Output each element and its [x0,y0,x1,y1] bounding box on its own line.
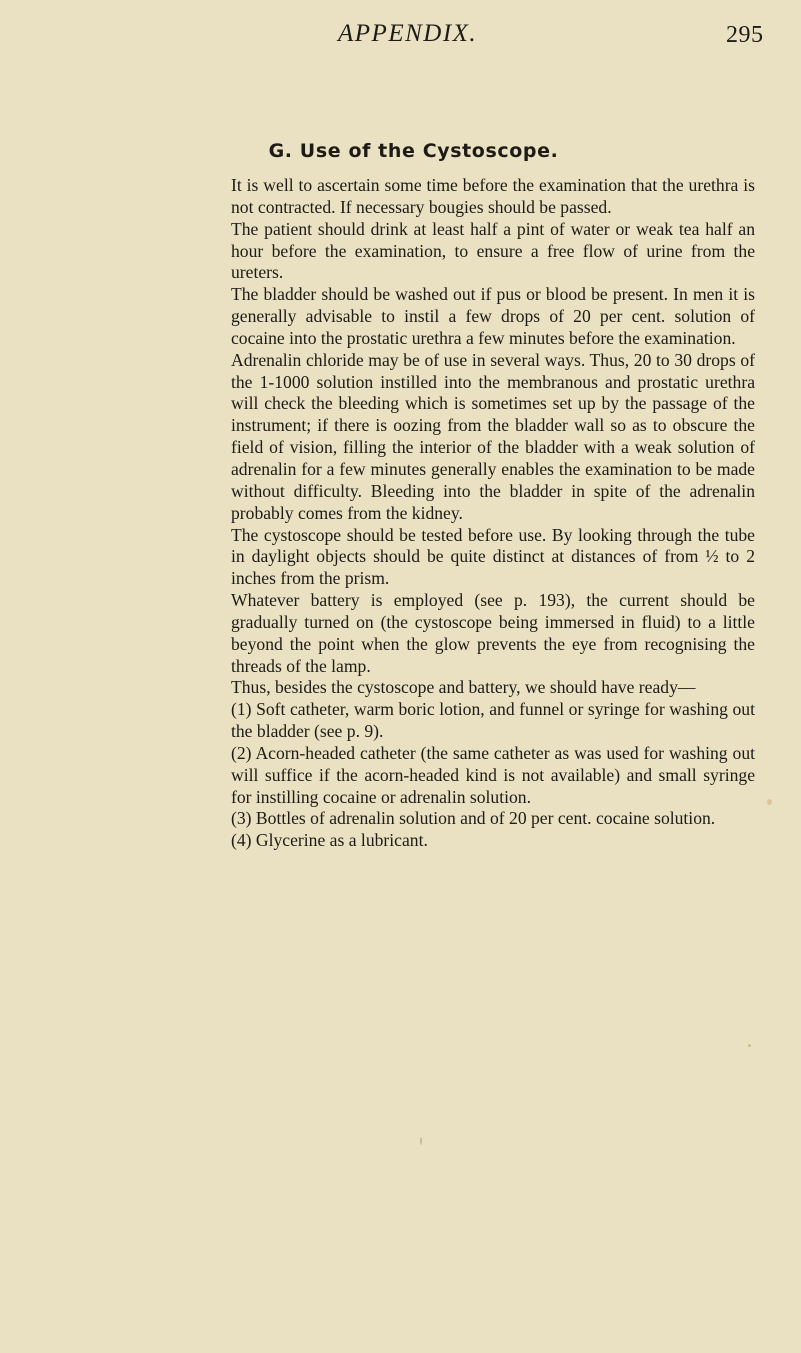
body-text [231,175,755,852]
paper-speck [748,1044,751,1047]
paragraph: Whatever battery is employed (see p. 193), the current should be gradually turned on (the cystoscope being immersed in fluid) to a little beyond the point when the glow prevents the eye from recognising the threads of the lamp. [231,590,755,676]
running-head [0,16,801,52]
paper-speck [767,799,772,805]
paragraph: The bladder should be washed out if pus or blood be present. In men it is generally advisable to instil a few drops of 20 per cent. solution of cocaine into the prostatic urethra a few minutes before the examination. [231,284,755,348]
paragraph: It is well to ascertain some time before the examination that the urethra is not contracted. If necessary bougies should be passed. [231,175,755,217]
paragraph: Adrenalin chloride may be of use in several ways. Thus, 20 to 30 drops of the 1-1000 solution instilled into the membranous and prostatic urethra will check the bleeding which is sometimes set up by the passage of the instrument; if there is oozing from the bladder wall so as to obscure the field of vision, filling the interior of the bladder with a weak solution of adrenalin for a few minutes generally enables the examination to be made without difficulty. Bleeding into the bladder in spite of the adrenalin probably comes from the kidney. [231,349,755,523]
list-item: (3) Bottles of adrenalin solution and of 20 per cent. cocaine solution. [231,808,716,829]
paragraph: The cystoscope should be tested before use. By looking through the tube in daylight objects should be quite distinct at distances of from ½ to 2 inches from the prism. [231,524,755,589]
section-heading: G. Use of the Cystoscope. [268,140,559,162]
list-item: (4) Glycerine as a lubricant. [231,830,428,851]
paragraph: Thus, besides the cystoscope and battery, we should have ready— [231,677,696,698]
paper-speck [420,1137,422,1145]
running-title: APPENDIX. [338,20,478,47]
list-item: (1) Soft catheter, warm boric lotion, and funnel or syringe for washing out the bladder (see p. 9). [231,699,755,742]
page-number: 295 [726,22,764,48]
paragraph: The patient should drink at least half a pint of water or weak tea half an hour before the examination, to ensure a free flow of urine from the ureters. [231,218,755,283]
list-item: (2) Acorn-headed catheter (the same catheter as was used for washing out will suffice if the acorn-headed kind is not available) and small syringe for instilling cocaine or adrenalin solution. [231,742,755,807]
